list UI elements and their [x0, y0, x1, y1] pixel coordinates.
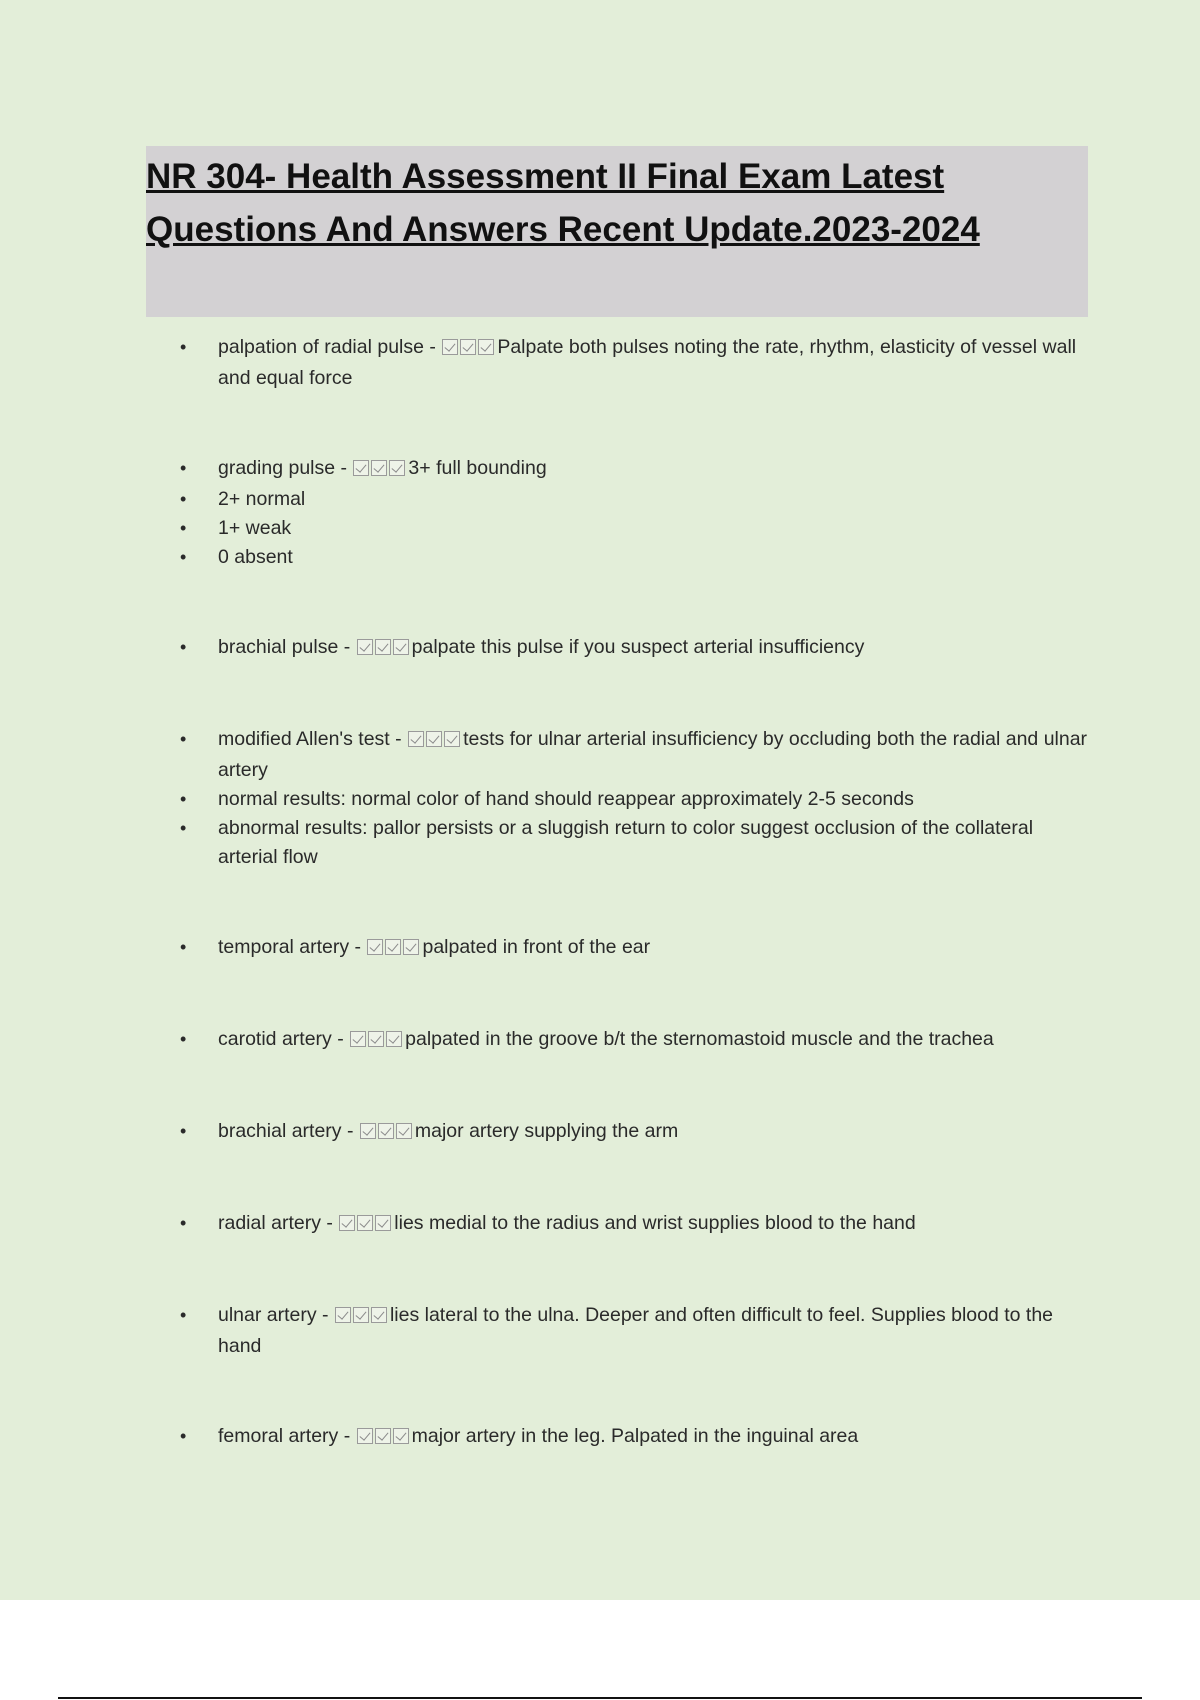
- list-item: [146, 454, 1088, 485]
- item-definition: palpated in the groove b/t the sternomastoid muscle and the trachea: [405, 1028, 994, 1050]
- checkbox-check-icon: [368, 1031, 384, 1047]
- item-term: brachial artery -: [218, 1120, 359, 1142]
- checkbox-check-icon: [389, 460, 405, 476]
- checkbox-check-icon: [353, 1307, 369, 1323]
- item-definition: Palpate both pulses noting the rate, rhythm, elasticity of vessel wall and equal force: [218, 336, 1077, 389]
- item-definition: palpate this pulse if you suspect arterial insufficiency: [411, 636, 865, 658]
- qa-group: [146, 1301, 1088, 1361]
- bullet-icon: •: [180, 818, 187, 838]
- title-box: [146, 146, 1088, 317]
- item-text: abnormal results: pallor persists or a sluggish return to color suggest occlusion of the collateral arterial flow: [218, 817, 1034, 868]
- check-icons: [408, 727, 462, 756]
- list-item: [146, 814, 1088, 872]
- check-icons: [335, 1303, 389, 1332]
- checkbox-check-icon: [386, 1031, 402, 1047]
- check-icons: [367, 935, 421, 964]
- list-item: [146, 1117, 1088, 1148]
- checkbox-check-icon: [375, 1215, 391, 1231]
- bullet-icon: •: [180, 789, 187, 809]
- checkbox-check-icon: [408, 731, 424, 747]
- bullet-icon: •: [180, 489, 187, 509]
- item-definition: palpated in front of the ear: [422, 936, 651, 958]
- checkbox-check-icon: [339, 1215, 355, 1231]
- checkbox-check-icon: [375, 639, 391, 655]
- list-item: [146, 1209, 1088, 1240]
- checkbox-check-icon: [357, 639, 373, 655]
- list-item: [146, 514, 1088, 543]
- checkbox-check-icon: [371, 1307, 387, 1323]
- qa-group: [146, 725, 1088, 872]
- check-icons: [339, 1211, 393, 1240]
- item-text: 1+ weak: [218, 517, 292, 539]
- qa-group: [146, 1025, 1088, 1056]
- checkbox-check-icon: [360, 1123, 376, 1139]
- list-item: [146, 633, 1088, 664]
- item-definition: major artery in the leg. Palpated in the inguinal area: [411, 1425, 859, 1447]
- checkbox-check-icon: [335, 1307, 351, 1323]
- qa-group: [146, 1117, 1088, 1148]
- item-term: grading pulse -: [218, 457, 353, 479]
- qa-group: [146, 933, 1088, 964]
- checkbox-check-icon: [460, 339, 476, 355]
- list-item: [146, 785, 1088, 814]
- list-item: [146, 933, 1088, 964]
- checkbox-check-icon: [375, 1428, 391, 1444]
- item-definition: tests for ulnar arterial insufficiency by occluding both the radial and ulnar artery: [218, 728, 1088, 781]
- qa-group: [146, 454, 1088, 572]
- footer-rule: [58, 1697, 1142, 1699]
- bullet-icon: •: [180, 547, 187, 567]
- bullet-icon: •: [180, 458, 187, 478]
- list-item: [146, 485, 1088, 514]
- item-definition: lies lateral to the ulna. Deeper and often difficult to feel. Supplies blood to the hand: [218, 1304, 1054, 1357]
- checkbox-check-icon: [357, 1428, 373, 1444]
- check-icons: [442, 335, 496, 364]
- qa-group: [146, 633, 1088, 664]
- checkbox-check-icon: [353, 460, 369, 476]
- checkbox-check-icon: [444, 731, 460, 747]
- item-definition: lies medial to the radius and wrist supplies blood to the hand: [394, 1212, 916, 1234]
- checkbox-check-icon: [371, 460, 387, 476]
- checkbox-check-icon: [426, 731, 442, 747]
- check-icons: [360, 1119, 414, 1148]
- item-term: brachial pulse -: [218, 636, 356, 658]
- checkbox-check-icon: [393, 1428, 409, 1444]
- item-definition: major artery supplying the arm: [414, 1120, 679, 1142]
- list-item: [146, 333, 1088, 393]
- item-term: radial artery -: [218, 1212, 339, 1234]
- qa-group: [146, 333, 1088, 393]
- checkbox-check-icon: [378, 1123, 394, 1139]
- item-term: carotid artery -: [218, 1028, 350, 1050]
- item-term: modified Allen's test -: [218, 728, 408, 750]
- bullet-icon: •: [180, 518, 187, 538]
- list-item: [146, 1025, 1088, 1056]
- check-icons: [357, 1424, 411, 1453]
- bullet-icon: •: [180, 1426, 187, 1446]
- bullet-icon: •: [180, 1029, 187, 1049]
- bullet-icon: •: [180, 729, 187, 749]
- document-title: NR 304- Health Assessment II Final Exam Latest Questions And Answers Recent Update.2023-2024: [146, 157, 980, 249]
- item-term: palpation of radial pulse -: [218, 336, 442, 358]
- qa-group: [146, 1422, 1088, 1453]
- bullet-icon: •: [180, 937, 187, 957]
- bullet-icon: •: [180, 337, 187, 357]
- item-text: 2+ normal: [218, 488, 306, 510]
- list-item: [146, 543, 1088, 572]
- item-term: ulnar artery -: [218, 1304, 334, 1326]
- item-term: temporal artery -: [218, 936, 367, 958]
- bullet-icon: •: [180, 1213, 187, 1233]
- checkbox-check-icon: [385, 939, 401, 955]
- qa-group: [146, 1209, 1088, 1240]
- qa-list: [146, 333, 1088, 1514]
- item-term: femoral artery -: [218, 1425, 356, 1447]
- list-item: [146, 1422, 1088, 1453]
- list-item: [146, 725, 1088, 785]
- bullet-icon: •: [180, 637, 187, 657]
- check-icons: [357, 635, 411, 664]
- bullet-icon: •: [180, 1121, 187, 1141]
- checkbox-check-icon: [393, 639, 409, 655]
- checkbox-check-icon: [367, 939, 383, 955]
- check-icons: [350, 1027, 404, 1056]
- item-text: 0 absent: [218, 546, 293, 568]
- checkbox-check-icon: [396, 1123, 412, 1139]
- bullet-icon: •: [180, 1305, 187, 1325]
- check-icons: [353, 456, 407, 485]
- item-definition: 3+ full bounding: [408, 457, 547, 479]
- item-text: normal results: normal color of hand should reappear approximately 2-5 seconds: [218, 788, 914, 810]
- checkbox-check-icon: [403, 939, 419, 955]
- checkbox-check-icon: [478, 339, 494, 355]
- checkbox-check-icon: [357, 1215, 373, 1231]
- checkbox-check-icon: [350, 1031, 366, 1047]
- list-item: [146, 1301, 1088, 1361]
- checkbox-check-icon: [442, 339, 458, 355]
